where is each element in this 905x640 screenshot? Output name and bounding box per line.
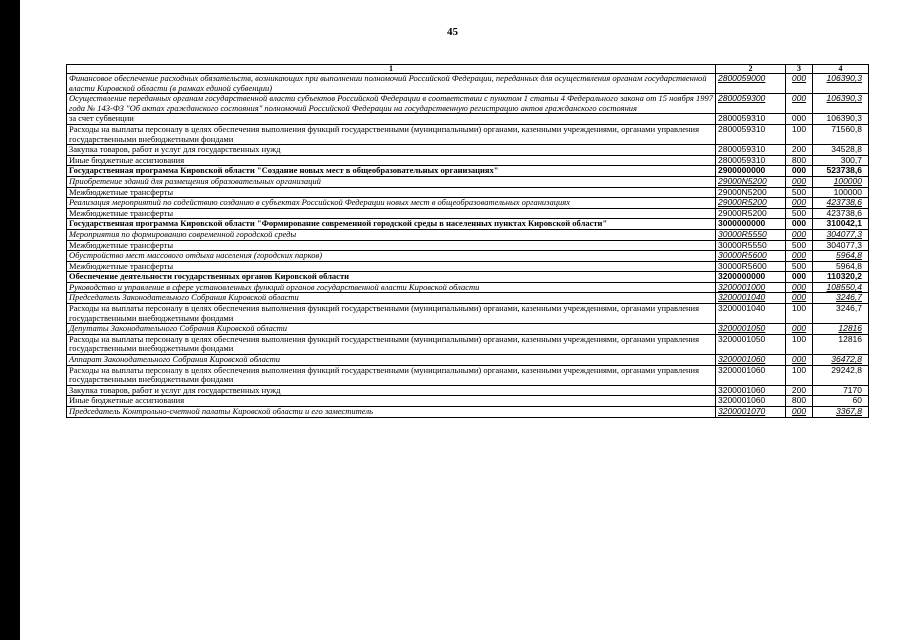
row-amount: 100000: [813, 187, 869, 198]
row-vr: 500: [786, 261, 813, 272]
table-row: [67, 187, 869, 198]
row-vr: 100: [786, 304, 813, 324]
row-amount: 3246,7: [813, 293, 869, 304]
row-name: Приобретение зданий для размещения образовательных организаций: [67, 176, 716, 187]
row-code: 3200001050: [716, 324, 786, 335]
table-row: [67, 166, 869, 177]
row-amount: 12816: [813, 324, 869, 335]
header-col-code: 2: [716, 65, 786, 74]
row-vr: 100: [786, 124, 813, 144]
table-row: [67, 407, 869, 418]
row-amount: 5964,8: [813, 251, 869, 262]
row-vr: 000: [786, 251, 813, 262]
row-code: 29000R5200: [716, 208, 786, 219]
page-number: 45: [447, 26, 458, 38]
row-name: Расходы на выплаты персоналу в целях обеспечения выполнения функций государственными (муниципальными) органами, казенными учреждениями, органами управления государственными внебюджетными фондами: [67, 365, 716, 385]
row-vr: 800: [786, 396, 813, 407]
table-row: [67, 74, 869, 94]
row-code: 3200001060: [716, 385, 786, 396]
budget-table: [66, 64, 869, 418]
table-row: [67, 293, 869, 304]
row-code: 2800059000: [716, 74, 786, 94]
header-col-amount: 4: [813, 65, 869, 74]
table-row: [67, 261, 869, 272]
row-code: 3200001040: [716, 293, 786, 304]
row-vr: 000: [786, 198, 813, 209]
row-amount: 106390,3: [813, 94, 869, 114]
row-code: 30000R5600: [716, 251, 786, 262]
table-row: [67, 114, 869, 125]
row-name: Государственная программа Кировской области "Формирование современной городской среды в населенных пунктах Кировской области": [67, 219, 716, 230]
row-name: Обустройство мест массового отдыха населения (городских парков): [67, 251, 716, 262]
row-amount: 300,7: [813, 155, 869, 166]
row-name: Руководство и управление в сфере установленных функций органов государственной власти Кировской области: [67, 282, 716, 293]
header-col-vr: 3: [786, 65, 813, 74]
row-vr: 000: [786, 74, 813, 94]
row-code: 29000N5200: [716, 176, 786, 187]
row-vr: 000: [786, 282, 813, 293]
row-amount: 106390,3: [813, 114, 869, 125]
row-amount: 60: [813, 396, 869, 407]
row-vr: 000: [786, 114, 813, 125]
row-name: за счет субвенции: [67, 114, 716, 125]
row-name: Реализация мероприятий по содействию созданию в субъектах Российской Федерации новых мест в общеобразовательных организациях: [67, 198, 716, 209]
row-amount: 423738,6: [813, 208, 869, 219]
row-code: 29000N5200: [716, 187, 786, 198]
row-amount: 36472,8: [813, 355, 869, 366]
row-vr: 800: [786, 155, 813, 166]
row-vr: 000: [786, 176, 813, 187]
table-row: [67, 355, 869, 366]
table-row: [67, 145, 869, 156]
row-amount: 108550,4: [813, 282, 869, 293]
row-name: Мероприятия по формированию современной городской среды: [67, 229, 716, 240]
table-header-row: [67, 65, 869, 74]
row-code: 3200001060: [716, 396, 786, 407]
row-amount: 304077,3: [813, 240, 869, 251]
row-amount: 310042,1: [813, 219, 869, 230]
row-vr: 000: [786, 94, 813, 114]
row-name: Межбюджетные трансферты: [67, 240, 716, 251]
row-vr: 500: [786, 208, 813, 219]
table-row: [67, 240, 869, 251]
row-code: 3200001000: [716, 282, 786, 293]
row-name: Межбюджетные трансферты: [67, 187, 716, 198]
row-name: Государственная программа Кировской области "Создание новых мест в общеобразовательных организациях": [67, 166, 716, 177]
row-vr: 000: [786, 355, 813, 366]
table-row: [67, 229, 869, 240]
row-name: Расходы на выплаты персоналу в целях обеспечения выполнения функций государственными (муниципальными) органами, казенными учреждениями, органами управления государственными внебюджетными фондами: [67, 334, 716, 354]
row-amount: 12816: [813, 334, 869, 354]
row-vr: 000: [786, 407, 813, 418]
row-name: Расходы на выплаты персоналу в целях обеспечения выполнения функций государственными (муниципальными) органами, казенными учреждениями, органами управления государственными внебюджетными фондами: [67, 304, 716, 324]
row-code: 3200001060: [716, 355, 786, 366]
row-code: 30000R5600: [716, 261, 786, 272]
row-vr: 500: [786, 187, 813, 198]
row-vr: 000: [786, 166, 813, 177]
row-amount: 106390,3: [813, 74, 869, 94]
table-row: [67, 365, 869, 385]
row-amount: 29242,8: [813, 365, 869, 385]
row-amount: 7170: [813, 385, 869, 396]
row-amount: 3246,7: [813, 304, 869, 324]
row-vr: 200: [786, 385, 813, 396]
table-row: [67, 155, 869, 166]
row-amount: 423738,6: [813, 198, 869, 209]
row-name: Закупка товаров, работ и услуг для государственных нужд: [67, 145, 716, 156]
row-code: 2800059310: [716, 155, 786, 166]
row-name: Осуществление переданных органам государственной власти субъектов Российской Федерации в соответствии с пунктом 1 статьи 4 Федерального закона от 15 ноября 1997 года № 143-ФЗ "Об актах гражданского состояния" полномочий Российской Федерации на государственную регистрацию актов гражданского состояния: [67, 94, 716, 114]
row-vr: 100: [786, 365, 813, 385]
row-name: Депутаты Законодательного Собрания Кировской области: [67, 324, 716, 335]
table-row: [67, 324, 869, 335]
row-code: 3200001040: [716, 304, 786, 324]
table-row: [67, 124, 869, 144]
row-amount: 71560,8: [813, 124, 869, 144]
row-code: 3200001060: [716, 365, 786, 385]
row-vr: 000: [786, 324, 813, 335]
row-amount: 110320,2: [813, 272, 869, 283]
row-code: 30000R5550: [716, 229, 786, 240]
table-row: [67, 304, 869, 324]
table-row: [67, 198, 869, 209]
row-vr: 000: [786, 293, 813, 304]
row-code: 2800059310: [716, 124, 786, 144]
table-row: [67, 219, 869, 230]
row-amount: 5964,8: [813, 261, 869, 272]
row-name: Финансовое обеспечение расходных обязательств, возникающих при выполнении полномочий Российской Федерации, переданных для осуществления органам государственной власти Кировской области (в рамках единой субвенции): [67, 74, 716, 94]
row-name: Межбюджетные трансферты: [67, 208, 716, 219]
row-name: Председатель Законодательного Собрания Кировской области: [67, 293, 716, 304]
row-code: 3200000000: [716, 272, 786, 283]
row-name: Межбюджетные трансферты: [67, 261, 716, 272]
row-amount: 523738,6: [813, 166, 869, 177]
row-vr: 000: [786, 229, 813, 240]
table-row: [67, 396, 869, 407]
table-row: [67, 385, 869, 396]
table-row: [67, 176, 869, 187]
row-name: Председатель Контрольно-счетной палаты Кировской области и его заместитель: [67, 407, 716, 418]
table-row: [67, 282, 869, 293]
row-code: 30000R5550: [716, 240, 786, 251]
row-name: Иные бюджетные ассигнования: [67, 155, 716, 166]
row-code: 29000R5200: [716, 198, 786, 209]
row-vr: 000: [786, 272, 813, 283]
row-vr: 000: [786, 219, 813, 230]
row-name: Иные бюджетные ассигнования: [67, 396, 716, 407]
row-name: Закупка товаров, работ и услуг для государственных нужд: [67, 385, 716, 396]
row-amount: 34528,8: [813, 145, 869, 156]
table-row: [67, 94, 869, 114]
row-code: 3200001050: [716, 334, 786, 354]
row-name: Аппарат Законодательного Собрания Кировской области: [67, 355, 716, 366]
row-vr: 200: [786, 145, 813, 156]
row-amount: 3367,8: [813, 407, 869, 418]
table-row: [67, 272, 869, 283]
row-code: 2800059300: [716, 94, 786, 114]
scan-left-edge-bar: [0, 0, 20, 640]
row-amount: 100000: [813, 176, 869, 187]
row-code: 2900000000: [716, 166, 786, 177]
table-row: [67, 251, 869, 262]
row-code: 3200001070: [716, 407, 786, 418]
row-code: 2800059310: [716, 114, 786, 125]
row-name: Расходы на выплаты персоналу в целях обеспечения выполнения функций государственными (муниципальными) органами, казенными учреждениями, органами управления государственными внебюджетными фондами: [67, 124, 716, 144]
table-body: [67, 74, 869, 418]
row-vr: 100: [786, 334, 813, 354]
row-vr: 500: [786, 240, 813, 251]
table-row: [67, 334, 869, 354]
row-code: 2800059310: [716, 145, 786, 156]
header-col-name: 1: [67, 65, 716, 74]
row-amount: 304077,3: [813, 229, 869, 240]
table-row: [67, 208, 869, 219]
row-code: 3000000000: [716, 219, 786, 230]
row-name: Обеспечение деятельности государственных органов Кировской области: [67, 272, 716, 283]
